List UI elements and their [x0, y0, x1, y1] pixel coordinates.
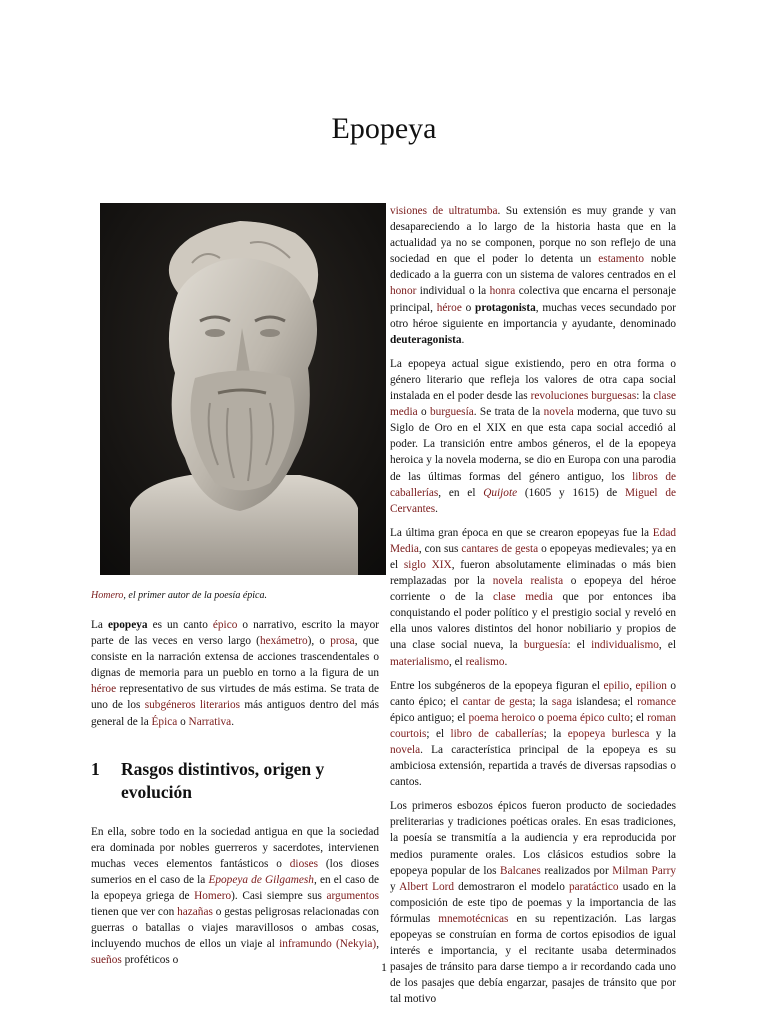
wiki-link[interactable]: sueños [91, 954, 122, 967]
wiki-link[interactable]: héroe [436, 301, 462, 314]
body-paragraph: La última gran época en que se crearon epopeyas fue la Edad Media, con sus cantares de gesta o epopeyas medievales; ya en el siglo XIX, fueron absolutamente eliminadas o más bien remplazadas por la novela realista o epopeya del héroe corriente o de la clase media que por entonces iba conquistando el poder político y el prestigio social y reveló en ella unos valores distintos del honor nobiliario y propios de una clase social nueva, la burguesía: el individualismo, el materialismo, el realismo. [390, 526, 676, 668]
wiki-link[interactable]: siglo XIX [403, 558, 452, 571]
homer-bust-image [100, 203, 386, 575]
body-paragraph: Entre los subgéneros de la epopeya figuran el epilio, epilion o canto épico; el cantar de gesta; la saga islandesa; el romance épico antiguo; el poema heroico o poema épico culto; el roman courtois; el libro de caballerías; la epopeya burlesca y la novela. La característica principal de la epopeya es su ambiciosa extensión, repartida a través de diversas rapsodias o cantos. [390, 679, 676, 789]
wiki-link[interactable]: Homero [194, 890, 232, 903]
caption-link[interactable]: Homero [91, 590, 124, 601]
wiki-link[interactable]: honor [390, 285, 417, 298]
wiki-link[interactable]: epilio [603, 679, 630, 692]
section-heading [91, 758, 379, 804]
wiki-link[interactable]: cantar de gesta [462, 695, 533, 708]
wiki-link[interactable]: héroe [91, 683, 117, 696]
wiki-link[interactable]: epopeya burlesca [567, 727, 650, 740]
wiki-link[interactable]: epilion [635, 679, 667, 692]
wiki-link[interactable]: épico [212, 619, 238, 631]
body-paragraph: Los primeros esbozos épicos fueron producto de sociedades preliterarias y tradiciones poéticas orales. En esas tradiciones, la poesía se transmitía a la audiencia y era reproducida por medios puramente orales. Los clásicos estudios sobre la epopeya popular de los Balcanes realizados por Milman Parry y Albert Lord demostraron el modelo paratáctico usado en la composición de este tipo de poemas y la importancia de las fórmulas mnemotécnicas en su repentización. Las largas epopeyas se construían en forma de cortos episodios de igual interés e importancia, y el recitante usaba determinados pasajes de tránsito para darse tiempo a ir recordando cada uno de los pasajes que debía engarzar, pasajes de tránsito que por tal motivo [390, 800, 677, 1006]
bold-term: deuteragonista [390, 333, 462, 346]
wiki-link[interactable]: paratáctico [568, 880, 619, 893]
wiki-link[interactable]: novela realista [492, 575, 564, 588]
bold-term: epopeya [107, 619, 148, 631]
left-column [91, 203, 379, 977]
caption-text: , el primer autor de la poesía épica. [123, 590, 267, 601]
wiki-link[interactable]: Épica [151, 715, 178, 728]
bold-term: protagonista [475, 301, 536, 314]
wiki-link[interactable]: burguesía [430, 406, 474, 419]
intro-paragraph: La epopeya es un canto épico o narrativo, escrito la mayor parte de las veces en verso largo (hexámetro), o prosa, que consiste en la narración extensa de acciones trascendentales o dignas de memoria para un pueblo en torno a la figura de un héroe representativo de sus virtudes de más estima. Se trata de uno de los subgéneros literarios más antiguos dentro del más general de la Épica o Narrativa. [91, 619, 380, 728]
wiki-link[interactable]: libros de caballerías [390, 470, 676, 499]
wiki-link[interactable]: clase media [493, 591, 553, 604]
body-paragraph: La epopeya actual sigue existiendo, pero en otra forma o género literario que refleja los valores de otra capa social instalada en el poder desde las revoluciones burguesas: la clase media o burguesía. Se trata de la novela moderna, que tuvo su Siglo de Oro en el XIX en que esta capa social accedió al poder. La transición entre ambos géneros, el de la epopeya heroica y la novela moderna, se dio en Europa con una parodia de las últimas formas del género antiguo, los libros de caballerías, en el Quijote (1605 y 1615) de Miguel de Cervantes. [390, 357, 677, 515]
wiki-link[interactable]: estamento [598, 253, 644, 266]
section-number: 1 [91, 758, 100, 779]
wiki-link[interactable]: poema épico culto [546, 711, 630, 724]
wiki-link[interactable]: burguesía [523, 639, 568, 652]
wiki-link[interactable]: visiones de ultratumba [390, 205, 498, 217]
wiki-link[interactable]: Quijote [483, 486, 518, 499]
wiki-link[interactable]: poema heroico [468, 711, 536, 724]
wiki-link[interactable]: Narrativa [188, 715, 232, 728]
page-number: 1 [381, 960, 387, 974]
wiki-link[interactable]: libro de caballerías [450, 727, 544, 740]
right-column [390, 203, 676, 1016]
wiki-link[interactable]: Albert Lord [399, 880, 455, 893]
section-title: Rasgos distintivos, origen y evolución [121, 758, 325, 802]
wiki-link[interactable]: novela [543, 406, 574, 419]
wiki-link[interactable]: hexámetro [259, 635, 308, 648]
wiki-link[interactable]: dioses [289, 857, 319, 870]
wiki-link[interactable]: hazañas [177, 906, 213, 919]
wiki-link[interactable]: individualismo [591, 639, 659, 652]
wiki-link[interactable]: Miguel de Cervantes [390, 486, 676, 515]
wiki-link[interactable]: romance [637, 695, 676, 708]
wiki-link[interactable]: honra [489, 285, 516, 298]
wiki-link[interactable]: realismo [465, 655, 505, 668]
wiki-link[interactable]: Balcanes [500, 864, 541, 877]
wiki-link[interactable]: Milman Parry [612, 864, 676, 877]
wiki-link[interactable]: (Nekyia) [336, 938, 377, 951]
wiki-link[interactable]: argumentos [326, 890, 379, 903]
wiki-link[interactable]: Edad Media [390, 526, 676, 555]
wiki-link[interactable]: saga [551, 695, 572, 708]
wiki-link[interactable]: novela [390, 744, 421, 756]
wiki-link[interactable]: subgéneros literarios [144, 699, 241, 712]
wiki-link[interactable]: revoluciones burguesas [530, 390, 637, 403]
body-paragraph: visiones de ultratumba. Su extensión es muy grande y van desapareciendo a lo largo de la historia hasta que en la actualidad ya no se componen, porque no son reflejo de una sociedad en que el poder lo detenta un estamento noble dedicado a la guerra con un sistema de valores centrados en el honor individual o la honra colectiva que encarna el personaje principal, héroe o protagonista, muchas veces secundado por otro héroe siguiente en importancia y ayudante, denominado deuteragonista. [390, 205, 676, 346]
figure-caption [91, 589, 379, 603]
wiki-link[interactable]: mnemotécnicas [438, 912, 509, 925]
wiki-link[interactable]: prosa [330, 635, 355, 648]
page-title: Epopeya [331, 112, 437, 145]
wiki-link[interactable]: inframundo [279, 938, 332, 951]
wiki-link[interactable]: clase media [390, 390, 676, 419]
body-paragraph: En ella, sobre todo en la sociedad antigua en que la sociedad era dominada por nobles guerreros y sacerdotes, intervienen muchas veces elementos fantásticos o dioses (los dioses sumerios en el caso de la Epopeya de Gilgamesh, en el caso de la epopeya griega de Homero). Casi siempre sus argumentos tienen que ver con hazañas o gestas peligrosas relacionadas con guerras o batallas o viajes maravillosos o ambas cosas, incluyendo muchos de ellos un viaje al inframundo (Nekyia), sueños proféticos o [91, 825, 380, 967]
wiki-link[interactable]: cantares de gesta [461, 542, 539, 555]
wiki-link[interactable]: roman courtois [390, 711, 676, 740]
wiki-link[interactable]: Epopeya de Gilgamesh [208, 873, 314, 886]
wiki-link[interactable]: materialismo [390, 655, 449, 668]
